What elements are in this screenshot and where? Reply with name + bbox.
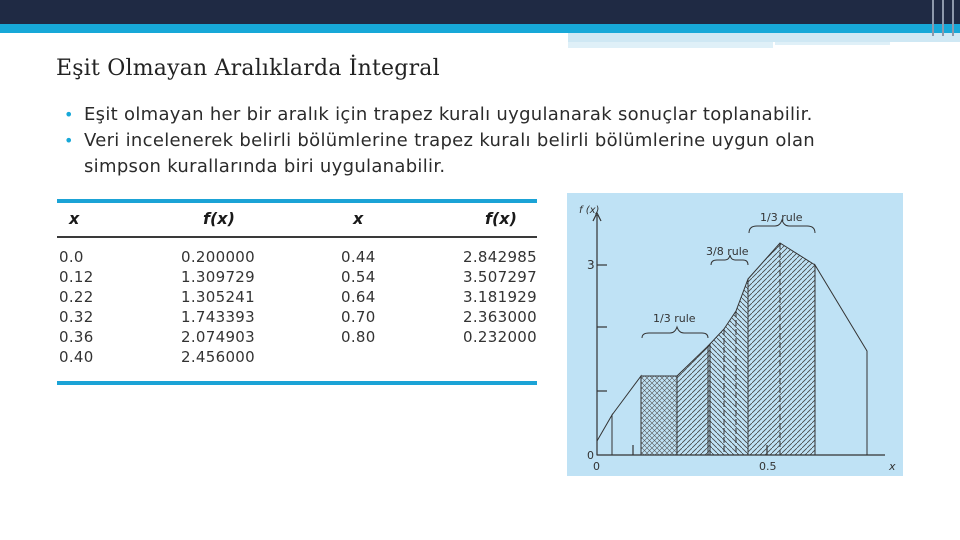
table-column-fx xyxy=(463,247,537,347)
top-banner-light-strip xyxy=(568,33,960,42)
table-header-x: x xyxy=(69,209,80,228)
y-origin-label: 0 xyxy=(587,449,594,462)
bullet-text: Veri incelenerek belirli bölümlerine trapez kuralı belirli bölümlerine uygun olan simpson kurallarında biri uygulanabilir. xyxy=(84,130,816,177)
table-cell: 0.80 xyxy=(341,328,376,346)
annotation-label: 3/8 rule xyxy=(706,245,749,258)
annotation-label: 1/3 rule xyxy=(760,211,803,224)
table-cell: 0.32 xyxy=(59,308,94,326)
top-banner-accent xyxy=(0,24,960,33)
region-cross-hatched xyxy=(641,376,677,455)
slide-title: Eşit Olmayan Aralıklarda İntegral xyxy=(56,56,440,81)
bullet-item xyxy=(62,128,882,180)
table-cell: 1.305241 xyxy=(181,288,255,306)
table-cell: 3.181929 xyxy=(463,288,537,306)
region-one-third-rule-right xyxy=(748,243,815,455)
table-header-x: x xyxy=(353,209,364,228)
table-cell: 0.54 xyxy=(341,268,376,286)
corner-decoration-line xyxy=(932,0,934,36)
top-banner-light-strip-3 xyxy=(775,42,890,45)
bullet-text: Eşit olmayan her bir aralık için trapez kuralı uygulanarak sonuçlar toplanabilir. xyxy=(84,104,813,125)
y-tick-label: 3 xyxy=(587,258,595,272)
table-cell: 0.44 xyxy=(341,248,376,266)
table-cell: 2.456000 xyxy=(181,348,255,366)
table-cell: 2.074903 xyxy=(181,328,255,346)
table-cell: 1.743393 xyxy=(181,308,255,326)
table-column-x xyxy=(341,247,376,347)
annotation-label: 1/3 rule xyxy=(653,312,696,325)
table-cell: 0.40 xyxy=(59,348,94,366)
table-cell: 0.36 xyxy=(59,328,94,346)
x-axis-label: x xyxy=(889,460,896,473)
top-banner-dark xyxy=(0,0,960,24)
corner-decoration-line xyxy=(952,0,954,36)
integration-rules-figure xyxy=(567,193,903,476)
table-column-fx xyxy=(181,247,255,367)
table-bottom-rule xyxy=(57,381,537,385)
bullet-item xyxy=(62,102,882,128)
x-tick-label: 0 xyxy=(593,460,600,473)
y-axis-label: f (x) xyxy=(579,205,600,216)
table-cell: 2.842985 xyxy=(463,248,537,266)
table-cell: 2.363000 xyxy=(463,308,537,326)
table-cell: 0.64 xyxy=(341,288,376,306)
table-cell: 0.0 xyxy=(59,248,84,266)
region-three-eighths-rule xyxy=(710,279,748,455)
table-top-rule xyxy=(57,199,537,203)
corner-decoration-line xyxy=(942,0,944,36)
bullet-dot-icon: • xyxy=(64,105,74,124)
table-column-x xyxy=(59,247,94,367)
table-cell: 1.309729 xyxy=(181,268,255,286)
table-cell: 0.70 xyxy=(341,308,376,326)
table-cell: 0.22 xyxy=(59,288,94,306)
region-right-trapezoid xyxy=(815,265,867,455)
x-tick-label: 0.5 xyxy=(759,460,777,473)
table-header-rule xyxy=(57,236,537,238)
region-one-third-rule-left xyxy=(677,344,710,455)
top-banner-light-strip-2 xyxy=(568,42,773,48)
table-cell: 3.507297 xyxy=(463,268,537,286)
table-cell: 0.200000 xyxy=(181,248,255,266)
bullet-dot-icon: • xyxy=(64,131,74,150)
table-header-fx: f(x) xyxy=(485,209,517,228)
data-table xyxy=(57,199,537,385)
table-cell: 0.232000 xyxy=(463,328,537,346)
table-header-fx: f(x) xyxy=(203,209,235,228)
region-left-trapezoid xyxy=(597,376,641,455)
table-cell: 0.12 xyxy=(59,268,94,286)
bullet-list xyxy=(62,102,882,180)
